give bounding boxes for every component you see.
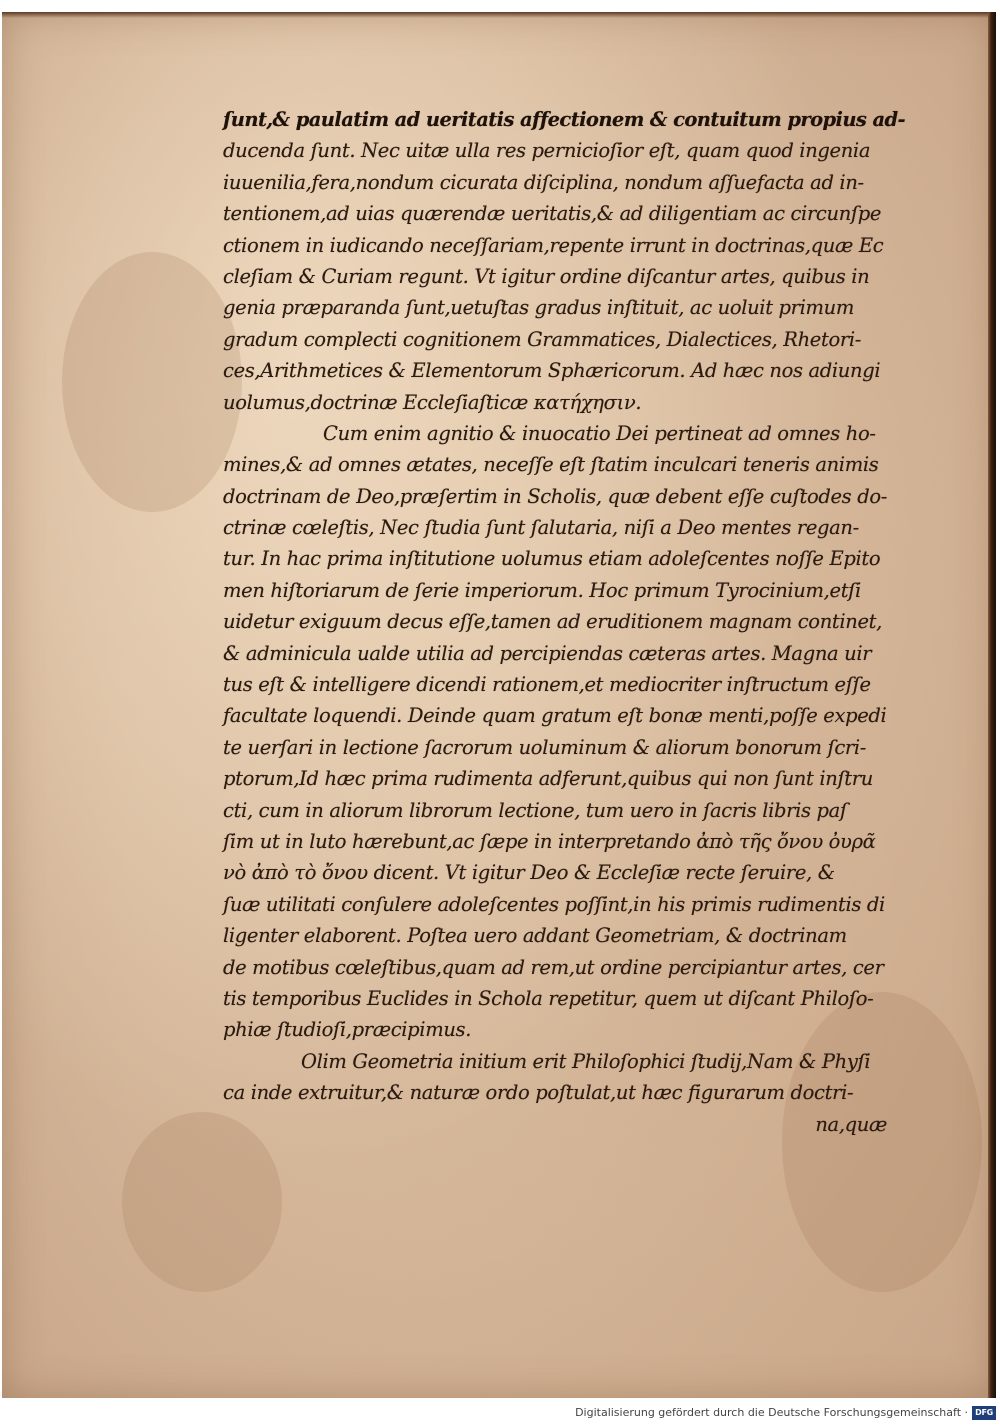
- dfg-logo-icon[interactable]: DFG: [972, 1406, 996, 1420]
- text-line: ca inde extruitur,& naturæ ordo poſtulat,ut hæc figurarum doctri-: [223, 1081, 854, 1105]
- text-line: νὸ ἀπὸ τὸ ὄνου dicent. Vt igitur Deo & Eccleſiæ recte ſeruire, &: [223, 861, 835, 885]
- page-binding-edge: [988, 12, 996, 1398]
- text-line: uolumus,doctrinæ Eccleſiaſticæ κατήχησιν.: [223, 390, 642, 414]
- text-line: ſuæ utilitati conſulere adoleſcentes poſſint,in his primis rudimentis di: [223, 892, 885, 916]
- text-line: doctrinam de Deo,præſertim in Scholis, quæ debent eſſe cuſtodes do-: [223, 484, 887, 508]
- text-line: tentionem,ad uias quærendæ ueritatis,& ad diligentiam ac circunſpe: [223, 202, 882, 226]
- text-line: tus eſt & intelligere dicendi rationem,et mediocriter inſtructum eſſe: [223, 673, 871, 697]
- text-line: facultate loquendi. Deinde quam gratum eſt bonæ menti,poſſe expedi: [223, 704, 887, 728]
- text-line: te uerſari in lectione ſacrorum uoluminum & aliorum bonorum ſcri-: [223, 735, 867, 759]
- text-line: uidetur exiguum decus eſſe,tamen ad eruditionem magnam continet,: [223, 610, 883, 634]
- text-line: genia præparanda ſunt,uetuſtas gradus inſtituit, ac uoluit primum: [223, 296, 855, 320]
- footer-bar: [0, 1398, 1000, 1427]
- text-line: ligenter elaborent. Poſtea uero addant Geometriam, & doctrinam: [223, 924, 847, 948]
- text-line: ptorum,Id hæc prima rudimenta adferunt,quibus qui non ſunt inſtru: [223, 767, 873, 791]
- text-line: iuuenilia,fera,nondum cicurata diſciplina, nondum aſſuefacta ad in-: [223, 170, 864, 194]
- text-line: ſunt,& paulatim ad ueritatis affectionem & contuitum propius ad-: [223, 108, 906, 131]
- text-line: ſim ut in luto hærebunt,ac ſæpe in interpretando ἀπὸ τῆς ὄνου ὀυρᾶ: [223, 829, 876, 853]
- text-line: men hiſtoriarum de ſerie imperiorum. Hoc primum Tyrocinium,etſi: [223, 578, 861, 602]
- text-line: ctionem in iudicando neceſſariam,repente irrunt in doctrinas,quæ Ec: [223, 233, 884, 257]
- text-line: tur. In hac prima inſtitutione uolumus etiam adoleſcentes noſſe Epito: [223, 547, 881, 571]
- scanned-page: [2, 12, 996, 1398]
- text-line: gradum complecti cognitionem Grammatices, Dialectices, Rhetori-: [223, 327, 861, 351]
- text-line: ctrinæ cœleſtis, Nec ſtudia ſunt ſalutaria, niſi a Deo mentes regan-: [223, 516, 859, 540]
- paragraph-start-line: Cum enim agnitio & inuocatio Dei pertineat ad omnes ho-: [323, 421, 876, 445]
- catchword: na,quæ: [815, 1112, 887, 1136]
- text-line: tis temporibus Euclides in Schola repetitur, quem ut diſcant Philoſo-: [223, 986, 874, 1010]
- text-line: cleſiam & Curiam regunt. Vt igitur ordine diſcantur artes, quibus in: [223, 264, 870, 288]
- text-line: de motibus cœleſtibus,quam ad rem,ut ordine percipiantur artes, cer: [223, 955, 884, 979]
- text-line: phiæ ſtudioſi,præcipimus.: [223, 1018, 472, 1042]
- page-top-edge: [2, 12, 996, 18]
- text-line: ces,Arithmetices & Elementorum Sphæricorum. Ad hæc nos adiungi: [223, 359, 881, 383]
- text-line: & adminicula ualde utilia ad percipiendas cæteras artes. Magna uir: [223, 641, 872, 665]
- text-line: cti, cum in aliorum librorum lectione, tum uero in ſacris libris paſ: [223, 798, 847, 822]
- paper-stain: [62, 252, 242, 512]
- text-line: ducenda ſunt. Nec uitæ ulla res pernicioſior eſt, quam quod ingenia: [223, 139, 871, 163]
- funding-credit: Digitalisierung gefördert durch die Deutsche Forschungsgemeinschaft ·: [575, 1406, 968, 1419]
- page-text-block: [223, 104, 906, 1140]
- text-line: mines,& ad omnes ætates, neceſſe eſt ſtatim inculcari teneris animis: [223, 453, 879, 477]
- paragraph-start-line: Olim Geometria initium erit Philoſophici ſtudij,Nam & Phyſi: [301, 1049, 871, 1073]
